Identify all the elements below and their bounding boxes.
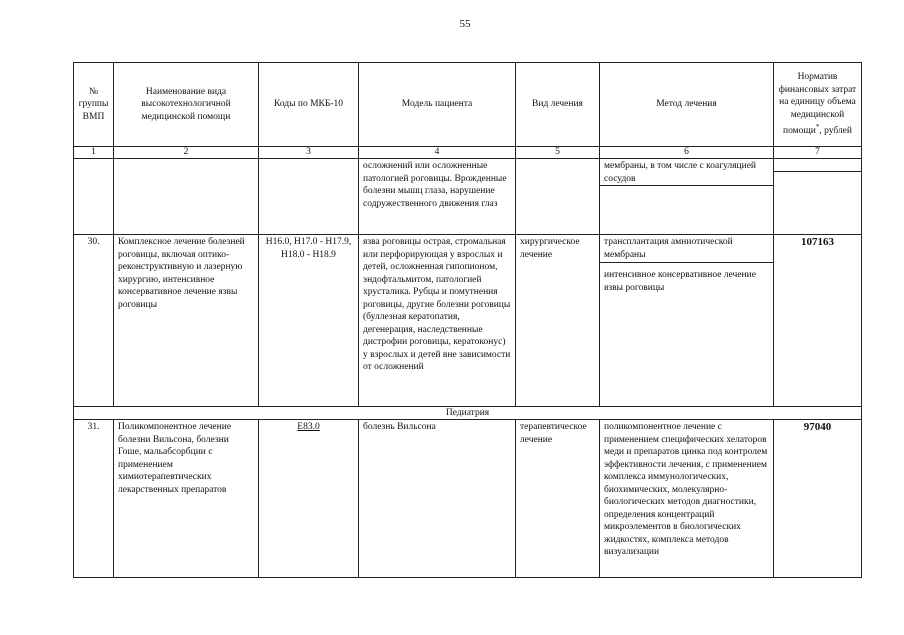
header-treatment-method: Метод лечения — [600, 63, 774, 147]
header-group-number: № группы ВМП — [74, 63, 114, 147]
treatment-type: терапевтическое лечение — [516, 420, 600, 578]
header-cost-footnote-mark: * — [815, 123, 820, 132]
cont-method-cell — [600, 159, 774, 235]
patient-model: язва роговицы острая, стромальная или перфорирующая у взрослых и детей, осложненная гипопионом, эндофтальмитом, патологией хрусталика. Рубцы и помутнения роговицы, другие болезни роговицы (буллезная кератопатия, дегенерация, наследственные дистрофии роговицы, кератоконус) у взрослых и детей вне зависимости от осложнений — [359, 235, 516, 407]
icd-codes: H16.0, H17.0 - H17.9, H18.0 - H18.9 — [259, 235, 359, 407]
treatment-type: хирургическое лечение — [516, 235, 600, 407]
section-row — [74, 407, 862, 420]
cont-method-text: мембраны, в том числе с коагуляцией сосудов — [604, 161, 757, 184]
cont-codes-cell — [259, 159, 359, 235]
cont-treatment-cell — [516, 159, 600, 235]
header-cost-standard — [774, 63, 862, 147]
column-number: 4 — [359, 147, 516, 159]
patient-model: болезнь Вильсона — [359, 420, 516, 578]
column-number: 2 — [114, 147, 259, 159]
header-icd-codes: Коды по МКБ-10 — [259, 63, 359, 147]
header-row — [74, 63, 862, 147]
header-treatment-type: Вид лечения — [516, 63, 600, 147]
table-row — [74, 420, 862, 578]
group-number: 30. — [74, 235, 114, 407]
treatment-method: поликомпонентное лечение с применением специфических хелаторов меди и препаратов цинка под контролем эффективности лечения, с применением комплекса иммунологических, биохимических, молекулярно-биологических методов диагностики, определения концентраций микроэлементов в биологических жидкостях, комплекса методов визуализации — [600, 420, 774, 578]
cost-value: 97040 — [774, 420, 862, 578]
header-cost-text: Норматив финансовых затрат на единицу объема медицинской помощи — [778, 72, 857, 137]
column-number-row — [74, 147, 862, 159]
column-number: 3 — [259, 147, 359, 159]
group-number: 31. — [74, 420, 114, 578]
column-number: 6 — [600, 147, 774, 159]
header-care-type: Наименование вида высокотехнологичной медицинской помощи — [114, 63, 259, 147]
column-number: 7 — [774, 147, 862, 159]
care-type-name: Комплексное лечение болезней роговицы, включая оптико-реконструктивную и лазерную хирургию, интенсивное консервативное лечение язвы роговицы — [114, 235, 259, 407]
cont-name-cell — [114, 159, 259, 235]
column-number: 5 — [516, 147, 600, 159]
treatment-method-1: трансплантация амниотической мембраны — [604, 237, 733, 260]
page-number: 55 — [459, 18, 471, 30]
icd-codes: E83.0 — [259, 420, 359, 578]
cost-value: 107163 — [774, 235, 862, 407]
column-number: 1 — [74, 147, 114, 159]
cont-cost-cell — [774, 159, 862, 235]
care-type-name: Поликомпонентное лечение болезни Вильсона, болезни Гоше, мальабсорбции с применением химиотерапевтических лекарственных препаратов — [114, 420, 259, 578]
cont-cost-divider — [774, 171, 861, 172]
treatment-method-cell — [600, 235, 774, 407]
section-title: Педиатрия — [74, 407, 862, 420]
cont-group-cell — [74, 159, 114, 235]
continuation-row — [74, 159, 862, 235]
header-cost-unit: , рублей — [819, 126, 852, 137]
cont-method-divider — [600, 185, 773, 186]
cont-patient-model: осложнений или осложненные патологией роговицы. Врожденные болезни мышц глаза, нарушение содружественного движения глаз — [359, 159, 516, 235]
treatment-method-2: интенсивное консервативное лечение язвы роговицы — [604, 270, 756, 293]
header-patient-model: Модель пациента — [359, 63, 516, 147]
table-row — [74, 235, 862, 407]
vmp-table — [73, 62, 862, 578]
